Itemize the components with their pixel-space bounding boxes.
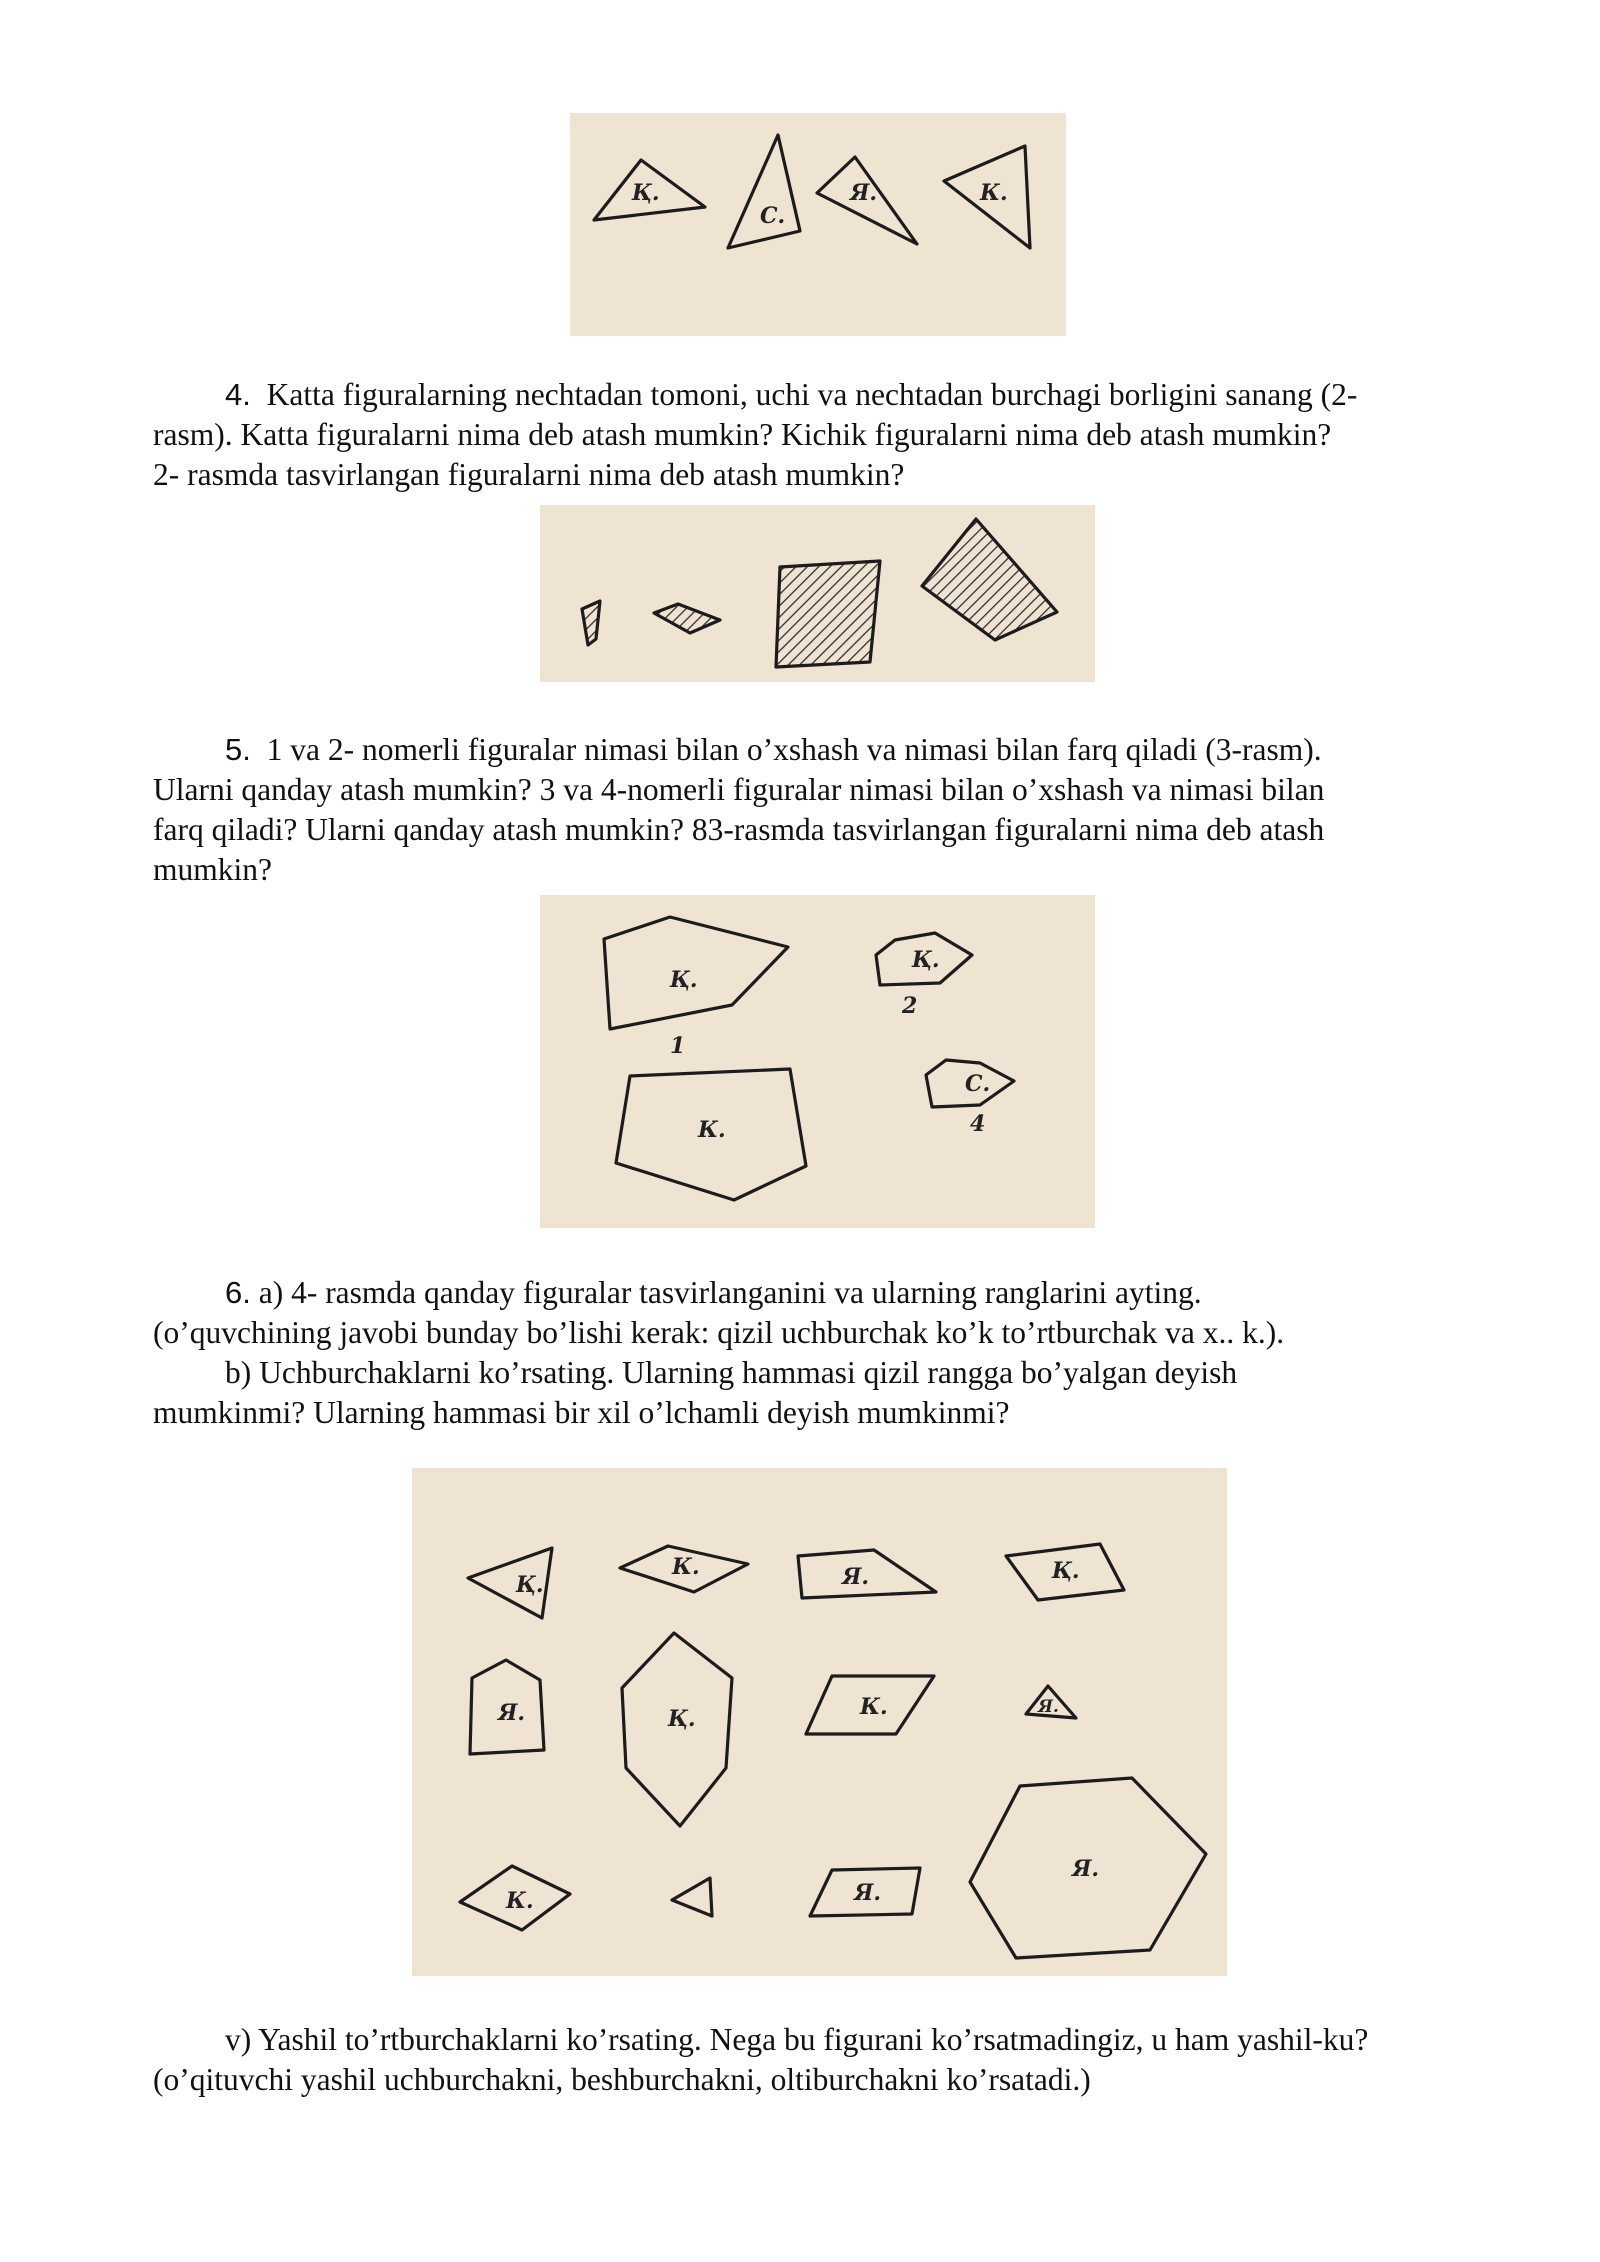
figure-label: Қ. [912, 947, 940, 973]
figure-number-label: 2 [902, 993, 918, 1019]
figure-number-label: 4 [970, 1111, 986, 1137]
text-line: mumkinmi? Ularning hammasi bir xil o’lchamli deyish mumkinmi? [153, 1395, 1010, 1430]
figure-label: К. [672, 1554, 700, 1580]
figure-polygons-drawing [412, 1468, 1227, 1976]
figure-label: Я. [1038, 1697, 1059, 1717]
text-line: v) Yashil to’rtburchaklarni ko’rsating. Nega bu figurani ko’rsatmadingiz, u ham yashil-ku? [225, 2022, 1369, 2057]
paragraph-number: 5. [225, 732, 251, 767]
paragraph-5 [153, 730, 1490, 890]
paragraph-4 [153, 375, 1490, 495]
text-line: (o’quvchining javobi bunday bo’lishi kerak: qizil uchburchak ko’k to’rtburchak va x.. k.). [153, 1315, 1285, 1350]
paragraph-6a [153, 1273, 1490, 1353]
paragraph-number: 4. [225, 377, 251, 412]
figure-label: Я. [854, 1880, 882, 1906]
figure-label: Қ. [1052, 1558, 1080, 1584]
figure-label: К. [980, 180, 1008, 206]
figure-label: Я. [1072, 1856, 1100, 1882]
text-line: mumkin? [153, 852, 272, 887]
text-line: 2- rasmda tasvirlangan figuralarni nima deb atash mumkin? [153, 457, 905, 492]
paragraph-6b [153, 1353, 1490, 1433]
figure-triangles-drawing [570, 113, 1066, 336]
paragraph-6v [153, 2020, 1490, 2100]
small-parallelogram-shape [582, 601, 600, 645]
text-line: b) Uchburchaklarni ko’rsating. Ularning hammasi qizil rangga bo’yalgan deyish [225, 1355, 1238, 1390]
large-quadrilateral-shape [922, 519, 1057, 640]
triangle-shape [728, 135, 800, 248]
figure-pentagons-drawing [540, 895, 1095, 1228]
figure-label: Я. [850, 180, 878, 206]
figure-label: Қ. [632, 180, 660, 206]
figure-label: Я. [498, 1700, 526, 1726]
figure-triangles [570, 113, 1066, 336]
text-line: 1 va 2- nomerli figuralar nimasi bilan o’xshash va nimasi bilan farq qiladi (3-rasm). [266, 732, 1322, 767]
text-line: farq qiladi? Ularni qanday atash mumkin? 83-rasmda tasvirlangan figuralarni nima deb atash [153, 812, 1325, 847]
text-line: a) 4- rasmda qanday figuralar tasvirlanganini va ularning ranglarini ayting. [258, 1275, 1202, 1310]
figure-hatched-shapes [540, 505, 1095, 682]
figure-label: Қ. [670, 967, 698, 993]
figure-label: Қ. [668, 1706, 696, 1732]
text-line: Ularni qanday atash mumkin? 3 va 4-nomerli figuralar nimasi bilan o’xshash va nimasi bilan [153, 772, 1325, 807]
small-triangle-shape [672, 1878, 712, 1916]
text-line: rasm). Katta figuralarni nima deb atash mumkin? Kichik figuralarni nima deb atash mumkin? [153, 417, 1332, 452]
figure-label: С. [760, 203, 786, 229]
large-quadrilateral-shape [776, 561, 880, 667]
paragraph-number: 6. [225, 1275, 251, 1310]
figure-polygons-set [412, 1468, 1227, 1976]
figure-label: Қ. [516, 1572, 544, 1598]
figure-pentagons [540, 895, 1095, 1228]
figure-number-label: 1 [670, 1033, 686, 1059]
text-line: Katta figuralarning nechtadan tomoni, uchi va nechtadan burchagi borligini sanang (2- [266, 377, 1358, 412]
figure-hatched-drawing [540, 505, 1095, 682]
figure-label: К. [506, 1888, 534, 1914]
figure-label: К. [698, 1117, 726, 1143]
figure-label: Я. [842, 1564, 870, 1590]
figure-label: К. [860, 1694, 888, 1720]
small-rhombus-shape [654, 604, 720, 633]
figure-label: С. [965, 1071, 991, 1097]
text-line: (o’qituvchi yashil uchburchakni, beshburchakni, oltiburchakni ko’rsatadi.) [153, 2062, 1091, 2097]
